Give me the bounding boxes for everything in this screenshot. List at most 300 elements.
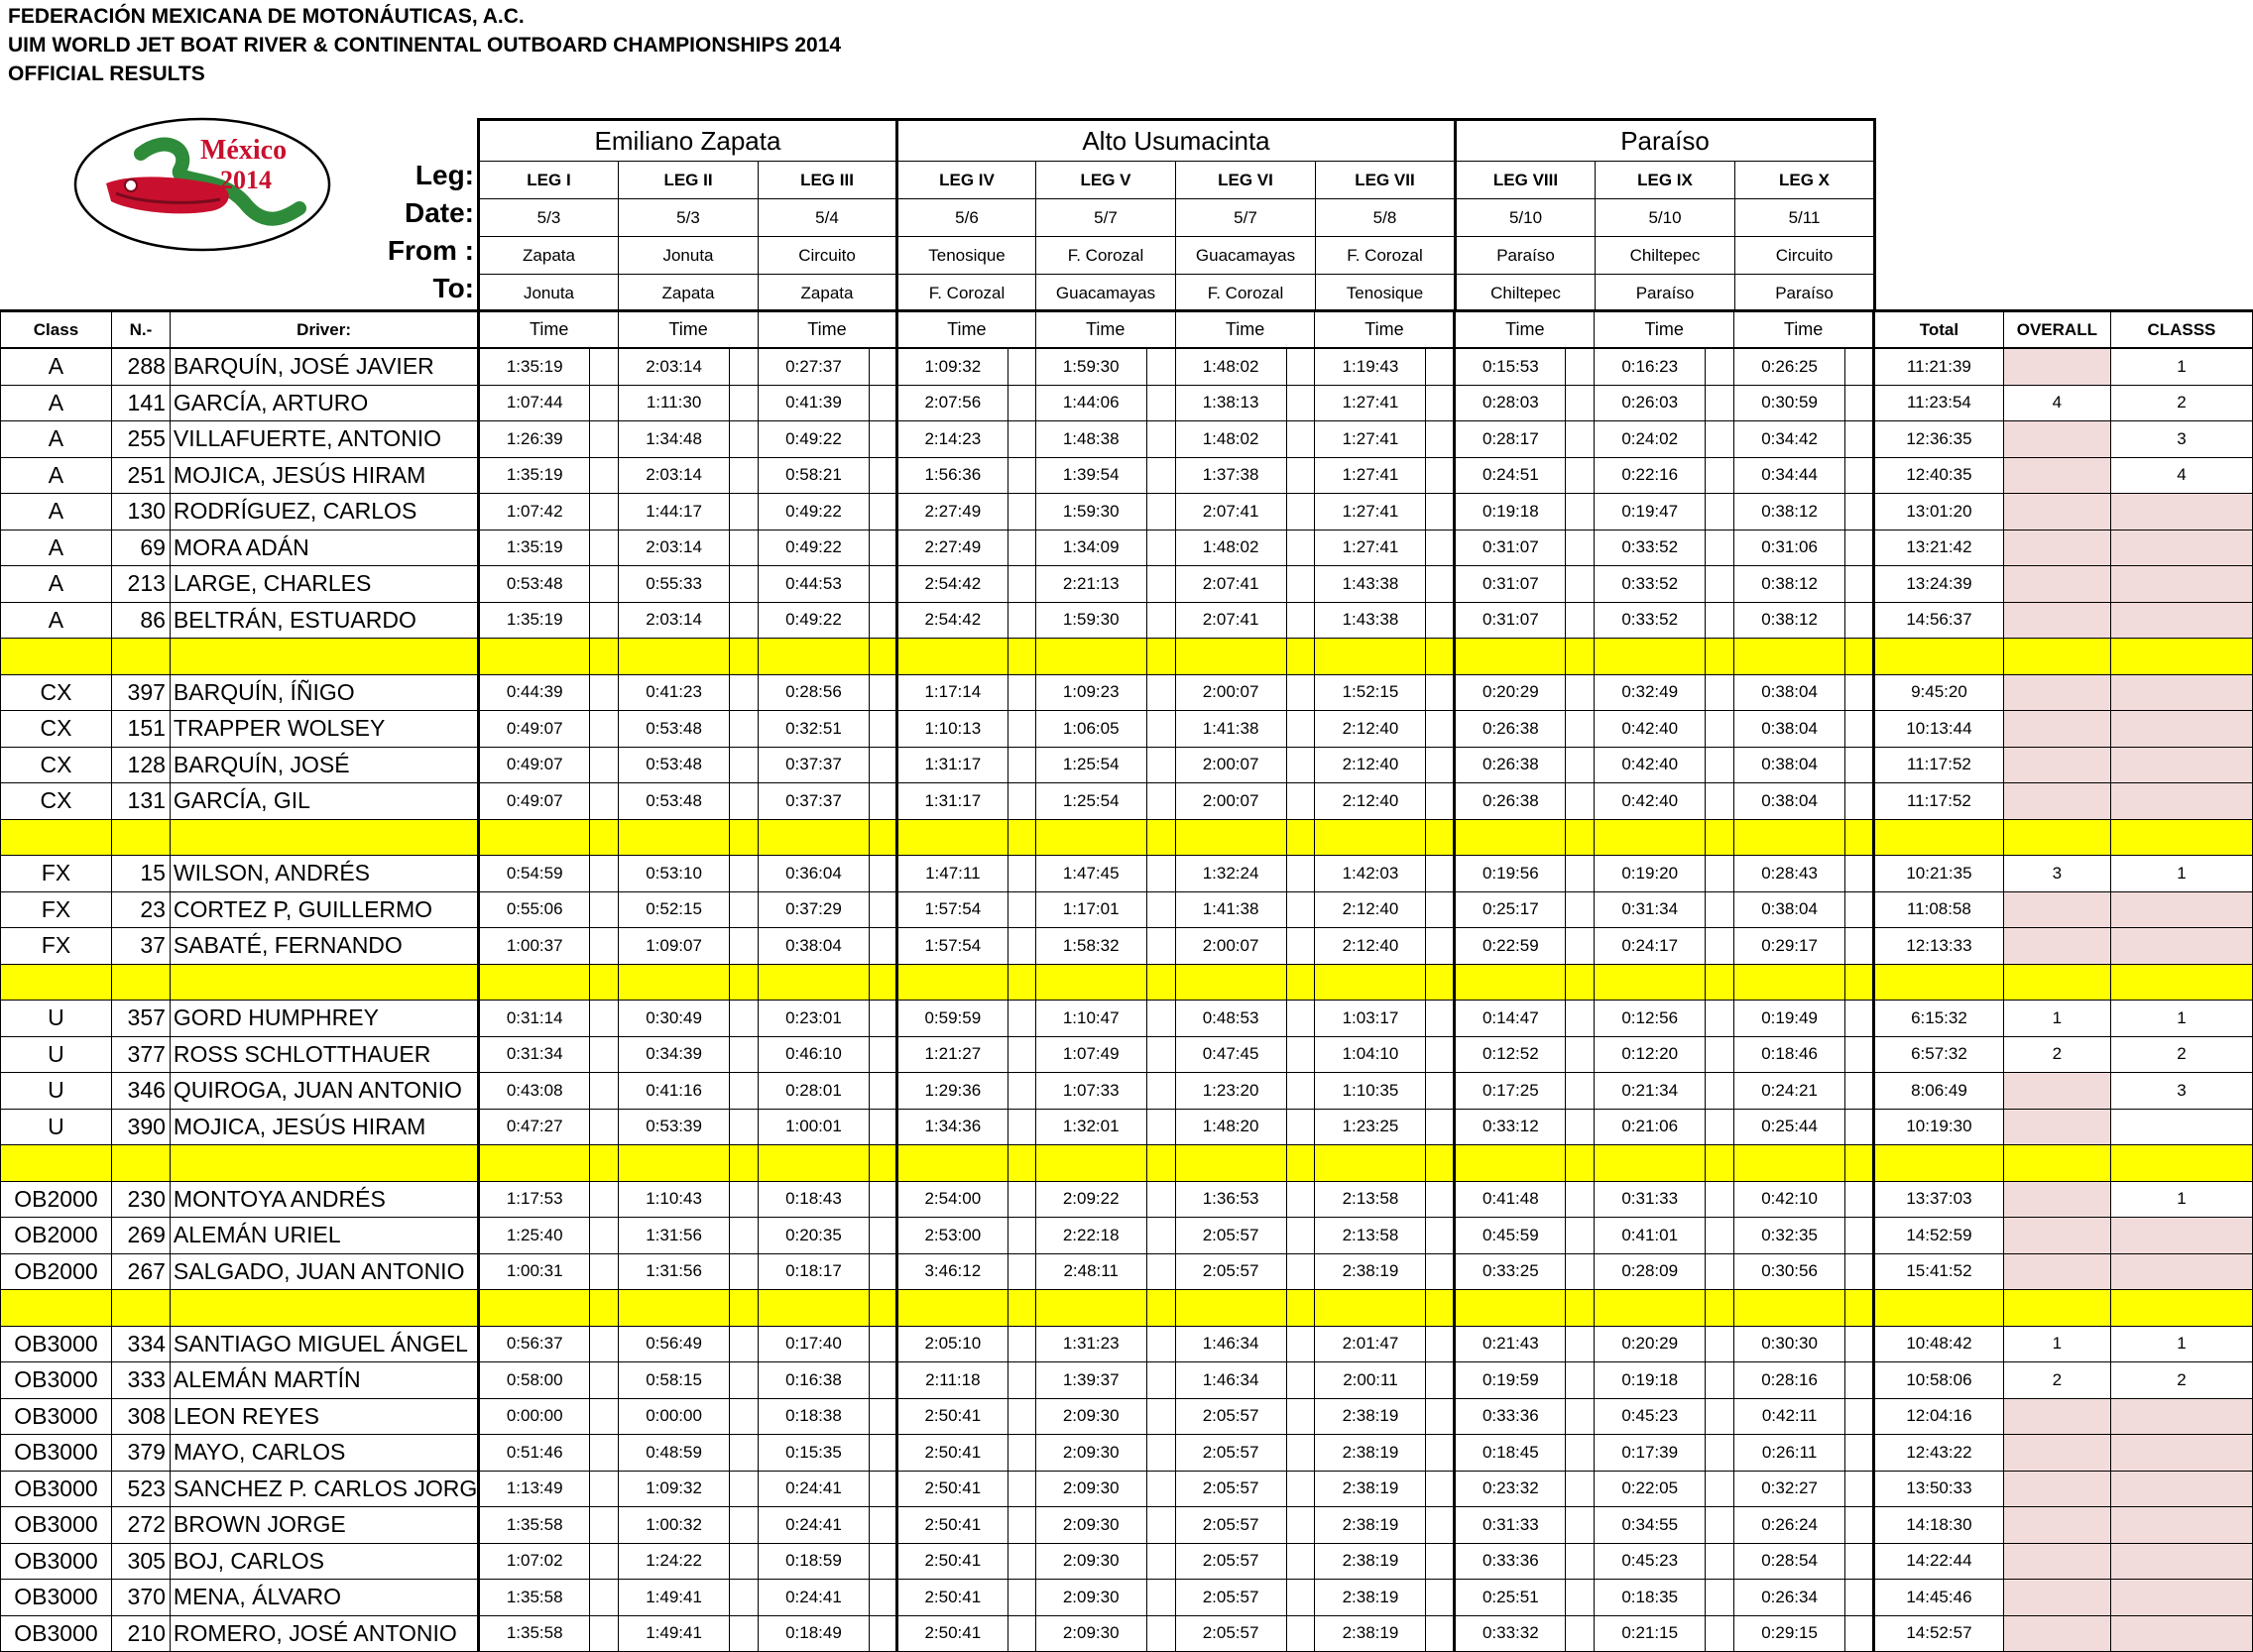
- leg-time-cell: 0:24:41: [758, 1471, 869, 1507]
- leg-time-cell: 0:30:30: [1734, 1326, 1845, 1362]
- blank-cell: [1008, 747, 1035, 783]
- leg-time-cell: 0:44:39: [479, 674, 590, 711]
- leg-time-cell: 0:19:47: [1595, 494, 1706, 531]
- blank-cell: [1845, 783, 1874, 820]
- separator-cell: [2003, 819, 2110, 856]
- leg-time-cell: 0:28:56: [758, 674, 869, 711]
- separator-cell: [111, 819, 170, 856]
- driver-cell: LEON REYES: [170, 1398, 478, 1435]
- leg-time-cell: 0:21:43: [1455, 1326, 1566, 1362]
- leg-time-cell: 1:19:43: [1315, 348, 1426, 385]
- overall-rank-cell: [2003, 674, 2110, 711]
- blank-cell: [1845, 711, 1874, 748]
- logo-text-year: 2014: [220, 166, 272, 194]
- blank-cell: [1566, 1543, 1595, 1580]
- table-row: [1, 856, 2253, 892]
- leg-time-cell: 1:47:11: [896, 856, 1008, 892]
- blank-cell: [730, 421, 759, 458]
- blank-cell: [869, 530, 896, 566]
- separator-cell: [2003, 1145, 2110, 1182]
- leg-time-cell: 0:24:41: [758, 1507, 869, 1544]
- blank-cell: [1566, 1398, 1595, 1435]
- blank-cell: [1286, 1181, 1315, 1218]
- class-rank-cell: 4: [2110, 457, 2252, 494]
- blank-cell: [1566, 494, 1595, 531]
- blank-cell: [730, 928, 759, 965]
- separator-cell: [170, 964, 478, 1001]
- table-row: [1, 711, 2253, 748]
- class-rank-cell: [2110, 747, 2252, 783]
- blank-cell: [590, 385, 619, 421]
- boat-number-cell: 15: [111, 856, 170, 892]
- blank-cell: [1566, 1001, 1595, 1037]
- leg-date-6: 5/7: [1176, 199, 1316, 237]
- overall-rank-cell: [2003, 566, 2110, 603]
- blank-cell: [590, 566, 619, 603]
- blank-cell: [1008, 711, 1035, 748]
- class-cell: OB3000: [1, 1326, 112, 1362]
- leg-time-cell: 1:38:13: [1175, 385, 1286, 421]
- blank-cell: [1566, 566, 1595, 603]
- separator-cell: [1426, 1145, 1455, 1182]
- blank-cell: [1426, 457, 1455, 494]
- table-row: [1, 674, 2253, 711]
- leg-time-cell: 0:18:45: [1455, 1435, 1566, 1472]
- leg-time-cell: 0:28:09: [1595, 1253, 1706, 1290]
- leg-time-cell: 2:50:41: [896, 1543, 1008, 1580]
- class-cell: OB3000: [1, 1435, 112, 1472]
- blank-cell: [869, 1543, 896, 1580]
- blank-cell: [1426, 421, 1455, 458]
- leg-time-cell: 0:27:37: [758, 348, 869, 385]
- blank-cell: [1146, 1362, 1175, 1399]
- blank-cell: [1008, 1471, 1035, 1507]
- blank-cell: [730, 856, 759, 892]
- blank-cell: [1008, 1326, 1035, 1362]
- class-rank-cell: [2110, 1109, 2252, 1145]
- total-time-cell: 10:19:30: [1873, 1109, 2003, 1145]
- leg-time-cell: 0:59:59: [896, 1001, 1008, 1037]
- leg-time-cell: 0:58:15: [619, 1362, 730, 1399]
- leg-date-4: 5/6: [897, 199, 1036, 237]
- overall-rank-cell: [2003, 1580, 2110, 1616]
- separator-cell: [1, 819, 112, 856]
- leg-time-cell: 1:00:37: [479, 928, 590, 965]
- leg-time-cell: 2:03:14: [619, 602, 730, 639]
- leg-time-cell: 2:05:10: [896, 1326, 1008, 1362]
- leg-time-cell: 0:28:54: [1734, 1543, 1845, 1580]
- leg-time-cell: 0:58:21: [758, 457, 869, 494]
- leg-time-cell: 0:45:59: [1455, 1218, 1566, 1254]
- leg-time-cell: 1:17:53: [479, 1181, 590, 1218]
- leg-time-cell: 1:27:41: [1315, 530, 1426, 566]
- leg-time-cell: 0:19:18: [1455, 494, 1566, 531]
- to-row-label: To:: [432, 273, 474, 303]
- blank-cell: [1146, 1253, 1175, 1290]
- class-cell: OB3000: [1, 1471, 112, 1507]
- blank-cell: [1845, 1109, 1874, 1145]
- blank-cell: [1286, 494, 1315, 531]
- separator-cell: [896, 639, 1008, 675]
- leg-time-cell: 1:24:22: [619, 1543, 730, 1580]
- boat-number-cell: 346: [111, 1073, 170, 1110]
- blank-cell: [1706, 348, 1734, 385]
- leg-time-cell: 0:31:14: [479, 1001, 590, 1037]
- total-time-cell: 12:13:33: [1873, 928, 2003, 965]
- leg-time-cell: 1:03:17: [1315, 1001, 1426, 1037]
- leg-time-cell: 0:42:11: [1734, 1398, 1845, 1435]
- class-rank-cell: 2: [2110, 385, 2252, 421]
- table-row: [1, 348, 2253, 385]
- boat-number-cell: 131: [111, 783, 170, 820]
- leg-time-cell: 2:05:57: [1175, 1580, 1286, 1616]
- blank-cell: [1566, 1362, 1595, 1399]
- leg-time-cell: 2:50:41: [896, 1580, 1008, 1616]
- table-row: [1, 1435, 2253, 1472]
- driver-cell: GORD HUMPHREY: [170, 1001, 478, 1037]
- blank-cell: [1566, 1109, 1595, 1145]
- leg-time-cell: 0:33:52: [1595, 530, 1706, 566]
- separator-cell: [1035, 819, 1146, 856]
- table-row: [1, 1218, 2253, 1254]
- blank-cell: [1706, 1073, 1734, 1110]
- leg-time-cell: 2:05:57: [1175, 1471, 1286, 1507]
- blank-cell: [730, 1615, 759, 1652]
- blank-cell: [1426, 783, 1455, 820]
- blank-cell: [1008, 783, 1035, 820]
- boat-number-cell: 130: [111, 494, 170, 531]
- leg-time-cell: 1:49:41: [619, 1580, 730, 1616]
- leg-time-cell: 1:27:41: [1315, 385, 1426, 421]
- leg-time-cell: 2:07:41: [1175, 566, 1286, 603]
- class-cell: FX: [1, 928, 112, 965]
- separator-cell: [1008, 819, 1035, 856]
- leg-time-cell: 1:47:45: [1035, 856, 1146, 892]
- leg-time-cell: 0:41:39: [758, 385, 869, 421]
- leg-time-cell: 0:19:18: [1595, 1362, 1706, 1399]
- venue-alto-usumacinta: Alto Usumacinta: [897, 120, 1456, 162]
- leg-time-cell: 1:52:15: [1315, 674, 1426, 711]
- leg-time-cell: 0:33:52: [1595, 602, 1706, 639]
- leg-time-cell: 2:27:49: [896, 530, 1008, 566]
- blank-cell: [1706, 711, 1734, 748]
- separator-cell: [170, 639, 478, 675]
- total-time-cell: 6:57:32: [1873, 1036, 2003, 1073]
- blank-cell: [1286, 1109, 1315, 1145]
- blank-cell: [590, 1362, 619, 1399]
- blank-cell: [1845, 348, 1874, 385]
- leg-time-cell: 2:38:19: [1315, 1435, 1426, 1472]
- separator-cell: [170, 1145, 478, 1182]
- blank-cell: [1845, 494, 1874, 531]
- class-cell: OB3000: [1, 1580, 112, 1616]
- separator-cell: [869, 1145, 896, 1182]
- blank-cell: [1286, 602, 1315, 639]
- boat-number-cell: 308: [111, 1398, 170, 1435]
- leg-time-cell: 0:14:47: [1455, 1001, 1566, 1037]
- driver-cell: GARCÍA, GIL: [170, 783, 478, 820]
- leg-time-cell: 2:03:14: [619, 348, 730, 385]
- blank-cell: [730, 711, 759, 748]
- leg-time-cell: 0:22:59: [1455, 928, 1566, 965]
- group-separator-row: [1, 1145, 2253, 1182]
- blank-cell: [1706, 1253, 1734, 1290]
- leg-time-cell: 0:33:36: [1455, 1543, 1566, 1580]
- separator-cell: [1175, 1145, 1286, 1182]
- blank-cell: [1845, 1001, 1874, 1037]
- blank-cell: [1845, 674, 1874, 711]
- blank-cell: [1706, 1507, 1734, 1544]
- col-time-leg-1: Time: [479, 311, 619, 349]
- blank-cell: [1426, 1543, 1455, 1580]
- leg-time-cell: 1:07:44: [479, 385, 590, 421]
- separator-cell: [1146, 1145, 1175, 1182]
- class-rank-cell: 3: [2110, 1073, 2252, 1110]
- blank-cell: [590, 494, 619, 531]
- leg-time-cell: 0:31:07: [1455, 566, 1566, 603]
- leg-time-cell: 0:19:20: [1595, 856, 1706, 892]
- class-rank-cell: 1: [2110, 348, 2252, 385]
- blank-cell: [730, 1181, 759, 1218]
- class-rank-cell: 1: [2110, 1181, 2252, 1218]
- leg-time-cell: 0:24:17: [1595, 928, 1706, 965]
- table-row: [1, 457, 2253, 494]
- leg-time-cell: 1:48:20: [1175, 1109, 1286, 1145]
- blank-cell: [1845, 856, 1874, 892]
- document-header: [8, 2, 841, 88]
- separator-cell: [1315, 639, 1426, 675]
- blank-cell: [1146, 783, 1175, 820]
- blank-cell: [1008, 1507, 1035, 1544]
- total-time-cell: 9:45:20: [1873, 674, 2003, 711]
- leg-time-cell: 0:49:22: [758, 494, 869, 531]
- separator-cell: [1706, 1290, 1734, 1327]
- separator-cell: [2003, 639, 2110, 675]
- total-time-cell: 14:18:30: [1873, 1507, 2003, 1544]
- total-time-cell: 13:37:03: [1873, 1181, 2003, 1218]
- driver-cell: ALEMÁN MARTÍN: [170, 1362, 478, 1399]
- separator-cell: [896, 964, 1008, 1001]
- driver-cell: GARCÍA, ARTURO: [170, 385, 478, 421]
- leg-time-cell: 0:29:15: [1734, 1615, 1845, 1652]
- table-row: [1, 385, 2253, 421]
- leg-time-cell: 1:09:32: [619, 1471, 730, 1507]
- leg-to-10: Paraíso: [1735, 275, 1875, 312]
- blank-cell: [869, 856, 896, 892]
- blank-cell: [1566, 348, 1595, 385]
- separator-cell: [758, 964, 869, 1001]
- blank-cell: [1008, 1362, 1035, 1399]
- blank-cell: [1426, 1398, 1455, 1435]
- leg-time-cell: 2:50:41: [896, 1471, 1008, 1507]
- total-time-cell: 14:45:46: [1873, 1580, 2003, 1616]
- leg-to-4: F. Corozal: [897, 275, 1036, 312]
- blank-cell: [1706, 783, 1734, 820]
- championship-title: UIM WORLD JET BOAT RIVER & CONTINENTAL OUTBOARD CHAMPIONSHIPS 2014: [8, 34, 842, 57]
- leg-time-cell: 0:31:06: [1734, 530, 1845, 566]
- col-classs: CLASSS: [2110, 311, 2252, 349]
- leg-time-cell: 0:42:40: [1595, 783, 1706, 820]
- table-row: [1, 1398, 2253, 1435]
- leg-time-cell: 0:28:16: [1734, 1362, 1845, 1399]
- blank-cell: [869, 747, 896, 783]
- leg-to-8: Chiltepec: [1456, 275, 1596, 312]
- blank-cell: [590, 891, 619, 928]
- separator-cell: [1845, 964, 1874, 1001]
- leg-time-cell: 1:09:23: [1035, 674, 1146, 711]
- blank-cell: [1426, 747, 1455, 783]
- leg-time-cell: 1:35:19: [479, 530, 590, 566]
- total-time-cell: 11:17:52: [1873, 783, 2003, 820]
- blank-cell: [590, 1615, 619, 1652]
- blank-cell: [590, 530, 619, 566]
- separator-cell: [2003, 964, 2110, 1001]
- total-time-cell: 13:24:39: [1873, 566, 2003, 603]
- class-rank-cell: 1: [2110, 856, 2252, 892]
- driver-cell: SALGADO, JUAN ANTONIO: [170, 1253, 478, 1290]
- leg-time-cell: 0:56:37: [479, 1326, 590, 1362]
- leg-to-7: Tenosique: [1316, 275, 1456, 312]
- class-cell: OB3000: [1, 1543, 112, 1580]
- leg-time-cell: 0:29:17: [1734, 928, 1845, 965]
- blank-cell: [1845, 1218, 1874, 1254]
- blank-cell: [1845, 1073, 1874, 1110]
- blank-cell: [590, 1435, 619, 1472]
- blank-cell: [1286, 928, 1315, 965]
- blank-cell: [1845, 1036, 1874, 1073]
- class-cell: U: [1, 1109, 112, 1145]
- blank-cell: [1566, 783, 1595, 820]
- leg-leg-2: LEG II: [619, 162, 759, 199]
- leg-time-cell: 2:54:00: [896, 1181, 1008, 1218]
- leg-time-cell: 0:43:08: [479, 1073, 590, 1110]
- driver-cell: MAYO, CARLOS: [170, 1435, 478, 1472]
- blank-cell: [1426, 494, 1455, 531]
- leg-time-cell: 0:20:35: [758, 1218, 869, 1254]
- blank-cell: [1845, 747, 1874, 783]
- blank-cell: [1845, 1507, 1874, 1544]
- leg-time-cell: 1:49:41: [619, 1615, 730, 1652]
- results-table: [0, 309, 2253, 1652]
- leg-time-cell: 0:17:25: [1455, 1073, 1566, 1110]
- leg-time-cell: 0:26:38: [1455, 747, 1566, 783]
- leg-time-cell: 2:54:42: [896, 602, 1008, 639]
- blank-cell: [869, 1218, 896, 1254]
- blank-cell: [869, 928, 896, 965]
- blank-cell: [869, 1001, 896, 1037]
- blank-cell: [730, 1398, 759, 1435]
- leg-time-cell: 0:21:06: [1595, 1109, 1706, 1145]
- col-time-leg-8: Time: [1455, 311, 1595, 349]
- blank-cell: [1706, 566, 1734, 603]
- blank-cell: [869, 1435, 896, 1472]
- separator-cell: [1286, 964, 1315, 1001]
- blank-cell: [730, 783, 759, 820]
- separator-cell: [479, 1290, 590, 1327]
- leg-time-cell: 1:09:07: [619, 928, 730, 965]
- class-cell: OB2000: [1, 1181, 112, 1218]
- total-time-cell: 10:48:42: [1873, 1326, 2003, 1362]
- blank-cell: [1286, 1435, 1315, 1472]
- blank-cell: [1146, 566, 1175, 603]
- total-time-cell: 11:21:39: [1873, 348, 2003, 385]
- blank-cell: [1008, 1580, 1035, 1616]
- blank-cell: [590, 783, 619, 820]
- leg-time-cell: 0:26:11: [1734, 1435, 1845, 1472]
- blank-cell: [1426, 1362, 1455, 1399]
- leg-time-cell: 0:49:07: [479, 711, 590, 748]
- class-rank-cell: [2110, 1398, 2252, 1435]
- separator-cell: [1315, 1290, 1426, 1327]
- leg-time-cell: 0:49:22: [758, 530, 869, 566]
- boat-number-cell: 333: [111, 1362, 170, 1399]
- blank-cell: [869, 1253, 896, 1290]
- leg-time-cell: 0:53:48: [619, 711, 730, 748]
- blank-cell: [730, 602, 759, 639]
- blank-cell: [869, 1398, 896, 1435]
- table-row: [1, 1181, 2253, 1218]
- total-time-cell: 13:50:33: [1873, 1471, 2003, 1507]
- separator-cell: [1286, 819, 1315, 856]
- separator-cell: [1873, 1145, 2003, 1182]
- leg-to-2: Zapata: [619, 275, 759, 312]
- leg-time-cell: 0:18:49: [758, 1615, 869, 1652]
- leg-to-9: Paraíso: [1596, 275, 1735, 312]
- blank-cell: [869, 1036, 896, 1073]
- leg-time-cell: 1:57:54: [896, 891, 1008, 928]
- separator-cell: [2110, 819, 2252, 856]
- blank-cell: [730, 1218, 759, 1254]
- leg-time-cell: 1:32:24: [1175, 856, 1286, 892]
- leg-time-cell: 1:17:01: [1035, 891, 1146, 928]
- table-row: [1, 566, 2253, 603]
- separator-cell: [1, 1290, 112, 1327]
- leg-time-cell: 0:15:53: [1455, 348, 1566, 385]
- separator-cell: [619, 1145, 730, 1182]
- blank-cell: [1008, 1435, 1035, 1472]
- driver-cell: LARGE, CHARLES: [170, 566, 478, 603]
- separator-cell: [111, 1290, 170, 1327]
- leg-time-cell: 1:39:54: [1035, 457, 1146, 494]
- leg-time-cell: 0:24:51: [1455, 457, 1566, 494]
- boat-number-cell: 305: [111, 1543, 170, 1580]
- leg-time-cell: 0:33:12: [1455, 1109, 1566, 1145]
- driver-cell: MOJICA, JESÚS HIRAM: [170, 1109, 478, 1145]
- separator-cell: [1146, 639, 1175, 675]
- leg-time-cell: 0:32:51: [758, 711, 869, 748]
- blank-cell: [1146, 348, 1175, 385]
- table-row: [1, 928, 2253, 965]
- leg-time-cell: 1:44:06: [1035, 385, 1146, 421]
- leg-time-cell: 1:34:36: [896, 1109, 1008, 1145]
- blank-cell: [590, 602, 619, 639]
- blank-cell: [1008, 1109, 1035, 1145]
- blank-cell: [1146, 928, 1175, 965]
- total-time-cell: 14:52:59: [1873, 1218, 2003, 1254]
- separator-cell: [1426, 964, 1455, 1001]
- table-row: [1, 1615, 2253, 1652]
- leg-time-cell: 0:32:49: [1595, 674, 1706, 711]
- leg-leg-10: LEG X: [1735, 162, 1875, 199]
- blank-cell: [869, 674, 896, 711]
- leg-time-cell: 1:10:13: [896, 711, 1008, 748]
- driver-cell: MORA ADÁN: [170, 530, 478, 566]
- boat-number-cell: 288: [111, 348, 170, 385]
- blank-cell: [1566, 1471, 1595, 1507]
- blank-cell: [1706, 1398, 1734, 1435]
- separator-cell: [1146, 964, 1175, 1001]
- blank-cell: [1706, 1109, 1734, 1145]
